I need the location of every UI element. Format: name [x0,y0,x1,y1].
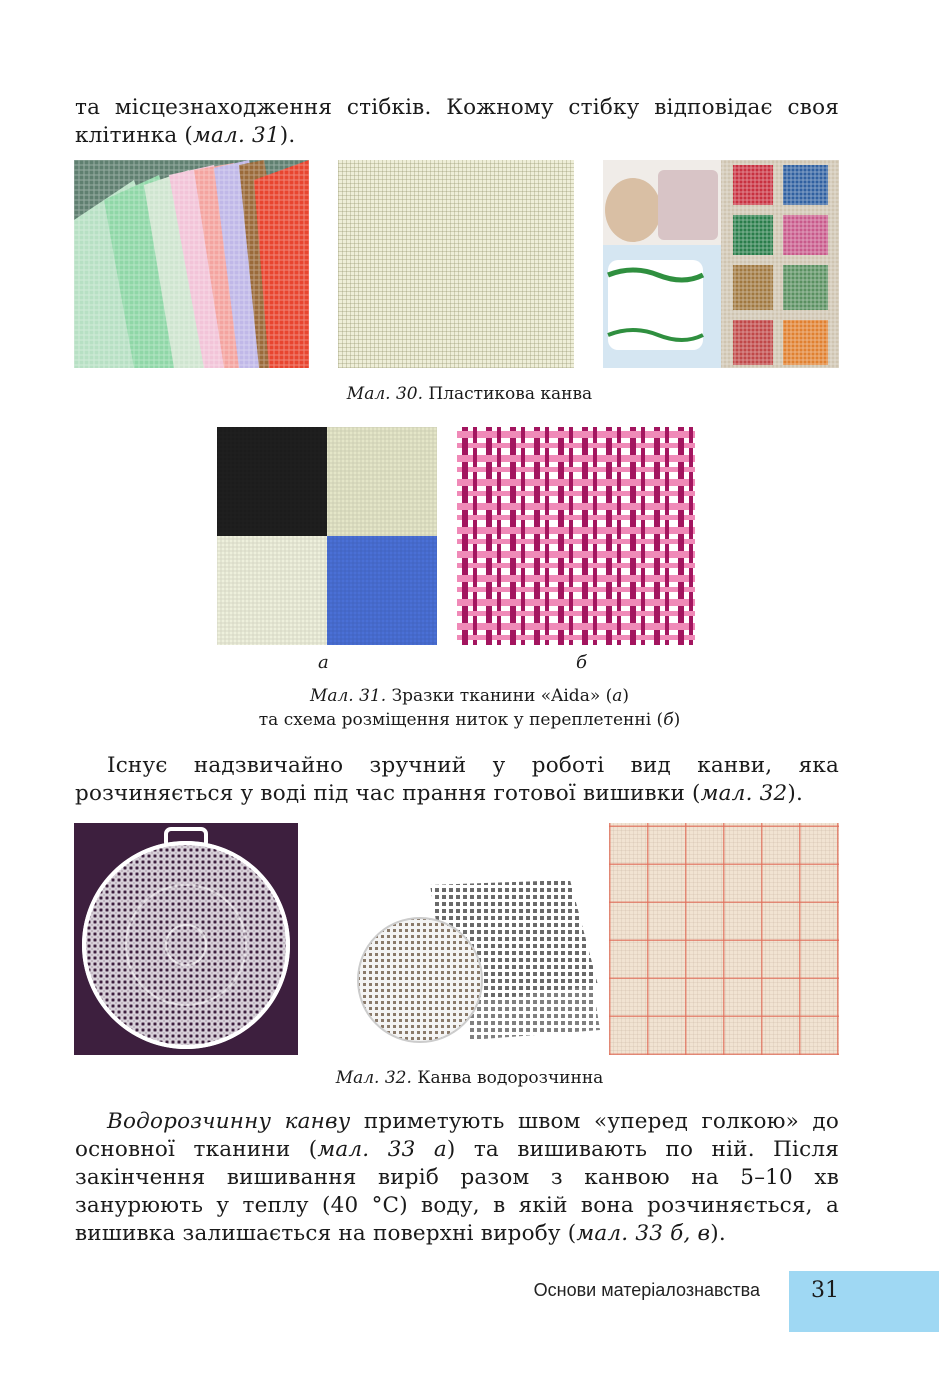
canvas-uses-collage-photo [603,160,839,368]
figure-reference: мал. 33 б, в [576,1221,711,1246]
plastic-canvas-sheets-photo [74,160,309,368]
figure-reference: мал. 33 а [317,1137,447,1162]
thread-weave-scheme [457,427,695,645]
figure-reference: мал. 32 [700,781,788,806]
term: Водорозчинну канву [107,1109,351,1134]
paragraph-text: ). [710,1221,726,1246]
paragraph-water-soluble [75,752,839,808]
paragraph-text: ). [787,781,804,806]
figure-30-caption: Мал. 30. Пластикова канва [346,384,593,404]
grid-canvas-photo [609,823,839,1055]
figure-31-sublabel-a: а [318,652,329,673]
water-soluble-canvas-photo [350,880,602,1050]
paragraph-text: ). [279,123,296,148]
paragraph-text: приметують швом «уперед голкою» до основної тканини ( [75,1109,839,1162]
paragraph-text: ) та вишивають по ній. Після закінчення вишивання виріб разом з канвою на 5–10 хв занурюють у теплу (40 °С) воду, в якій вона розчиняється, а вишивка залишається на поверхні виробу ( [75,1137,840,1246]
white-canvas-photo [338,160,574,368]
paragraph-text: Існує надзвичайно зручний у роботі вид канви, яка розчиняється у воді під час прання готової вишивки ( [75,753,839,806]
page-number: 31 [811,1278,839,1303]
figure-31-caption: Мал. 31. Зразки тканини «Aida» (а) та схема розміщення ниток у переплетенні (б) [258,686,681,730]
figure-31-sublabel-b: б [576,652,587,673]
paragraph-text: та місцезнаходження стібків. Кожному стібку відповідає своя клітинка ( [75,95,839,148]
figure-reference: мал. 31 [193,123,280,148]
section-title: Основи матеріалознавства [533,1280,760,1300]
paragraph-intro [75,94,839,150]
round-plastic-canvas-photo [74,823,298,1055]
figure-32-caption: Мал. 32. Канва водорозчинна [335,1068,604,1088]
paragraph-water-soluble-usage [75,1108,839,1248]
aida-fabric-samples-photo [217,427,437,645]
